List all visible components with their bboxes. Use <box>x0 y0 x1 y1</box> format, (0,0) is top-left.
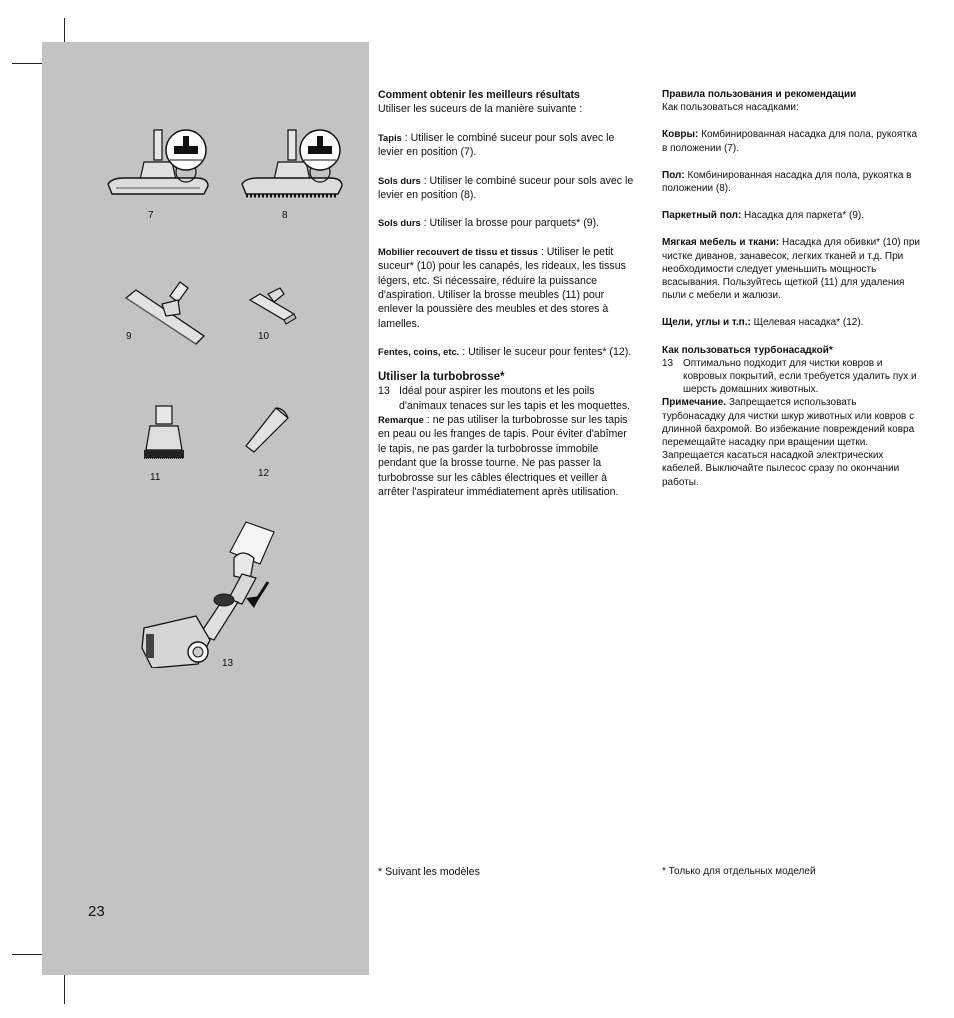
instruction-mebel <box>662 236 920 302</box>
term: Примечание. <box>662 397 727 409</box>
figure-label: 10 <box>258 331 270 342</box>
instruction-text: Комбинированная насадка для пола, рукоятка в положении (8). <box>662 169 912 195</box>
russian-text-column <box>662 88 920 489</box>
instruction-text: : Utiliser le combiné suceur pour sols avec le levier en position (7). <box>378 131 615 159</box>
instruction-text: Комбинированная насадка для пола, рукоятка в положении (7). <box>662 129 918 154</box>
term: Sols durs <box>378 217 421 229</box>
page-number: 23 <box>88 903 105 920</box>
term: Пол: <box>662 169 685 181</box>
term: Tapis <box>378 131 402 143</box>
term: Remarque <box>378 413 424 425</box>
figure-label: 9 <box>126 331 132 342</box>
french-text-column <box>378 88 636 499</box>
figure-label: 12 <box>258 468 270 479</box>
item-text: Оптимально подходит для чистки ковров и ковровых покрытий, если требуется удалить пух и шерсть домашних животных. <box>683 357 917 396</box>
section-title: Comment obtenir les meilleurs résultats <box>378 89 580 101</box>
instruction-text: Насадка для паркета* (9). <box>741 210 864 222</box>
instruction-parket <box>662 209 920 222</box>
floor-nozzle-hard-floor-illustration <box>238 122 348 210</box>
term: Мягкая мебель и ткани: <box>662 237 780 249</box>
figure-label: 7 <box>148 210 154 221</box>
turbo-section-title: Utiliser la turbobrosse* <box>378 370 505 383</box>
remarque-paragraph <box>378 413 636 499</box>
term: Ковры: <box>662 129 699 141</box>
instruction-text: Щелевая насадка* (12). <box>750 317 864 329</box>
intro-text: Utiliser les suceurs de la manière suivante : <box>378 103 583 116</box>
instruction-sols-durs-parquet <box>378 216 636 230</box>
primechanie-paragraph <box>662 396 920 488</box>
term: Щели, углы и т.п.: <box>662 317 751 329</box>
turbo-section-title: Как пользоваться турбонасадкой* <box>662 344 833 356</box>
instruction-sols-durs <box>378 174 636 203</box>
floor-nozzle-carpet-illustration <box>104 122 214 204</box>
footnote-fr: * Suivant les modèles <box>378 866 480 878</box>
instruction-tapis <box>378 131 636 160</box>
small-nozzle-illustration <box>244 286 304 330</box>
figure-label: 8 <box>282 210 288 221</box>
footnote-ru: * Только для отдельных моделей <box>662 866 816 877</box>
instruction-text: : Utiliser le petit suceur* (10) pour les canapés, les rideaux, les tissus légers, etc. Si nécessaire, réduire la puissance d'aspiration. Utiliser la brosse meubles (11) pour enlever la poussière des meubles et des stores à lamelles. <box>378 245 626 330</box>
crevice-tool-illustration <box>240 406 292 456</box>
parquet-brush-illustration <box>122 278 210 348</box>
intro-text: Как пользоваться насадками: <box>662 102 799 114</box>
instruction-text: : Utiliser le suceur pour fentes* (12). <box>459 346 632 359</box>
figure-label: 13 <box>222 658 234 669</box>
turbo-brush-illustration <box>138 518 278 668</box>
item-number: 13 <box>662 357 674 369</box>
remarque-text: : ne pas utiliser la turbobrosse sur les tapis en peau ou les franges de tapis. Pour éviter d'abîmer le tapis, ne pas garder la turbobrosse immobile pendant que la brosse tourne. Ne pas passer la turbobrosse sur les câbles électriques et veiller à arrêter l'aspirateur immédiatement après utilisation. <box>378 413 628 498</box>
instruction-text: : Utiliser le combiné suceur pour sols avec le levier en position (8). <box>378 174 634 202</box>
term: Mobilier recouvert de tissu et tissus <box>378 245 538 257</box>
figure-label: 11 <box>150 472 161 483</box>
furniture-brush-illustration <box>138 402 188 468</box>
instruction-kovry <box>662 128 920 154</box>
instruction-pol <box>662 169 920 195</box>
item-number: 13 <box>378 385 390 398</box>
numbered-item <box>662 357 920 397</box>
numbered-item <box>378 384 636 413</box>
term: Sols durs <box>378 174 421 186</box>
section-title: Правила пользования и рекомендации <box>662 89 857 100</box>
instruction-text: : Utiliser la brosse pour parquets* (9). <box>420 217 600 230</box>
instruction-fentes <box>378 345 636 359</box>
term: Fentes, coins, etc. <box>378 346 460 358</box>
term: Паркетный пол: <box>662 210 742 222</box>
instruction-scheli <box>662 316 920 329</box>
primechanie-text: Запрещается использовать турбонасадку для чистки шкур животных или ковров с длинной бахромой. Во избежание повреждений ковра перемещайте насадку при вращении щетки. Запрещается касаться насадкой электрических кабелей. Выключайте пылесос сразу по окончании работы. <box>662 397 915 488</box>
instruction-mobilier <box>378 245 636 331</box>
instruction-text: Насадка для обивки* (10) при чистке диванов, занавесок, легких тканей и т.д. При необходимости следует уменьшить мощность всасывания. Пользуйтесь щеткой (11) для удаления пыли с мебели и жалюзи. <box>662 237 920 302</box>
item-text: Idéal pour aspirer les moutons et les poils d'animaux tenaces sur les tapis et les moquettes. <box>399 385 631 412</box>
